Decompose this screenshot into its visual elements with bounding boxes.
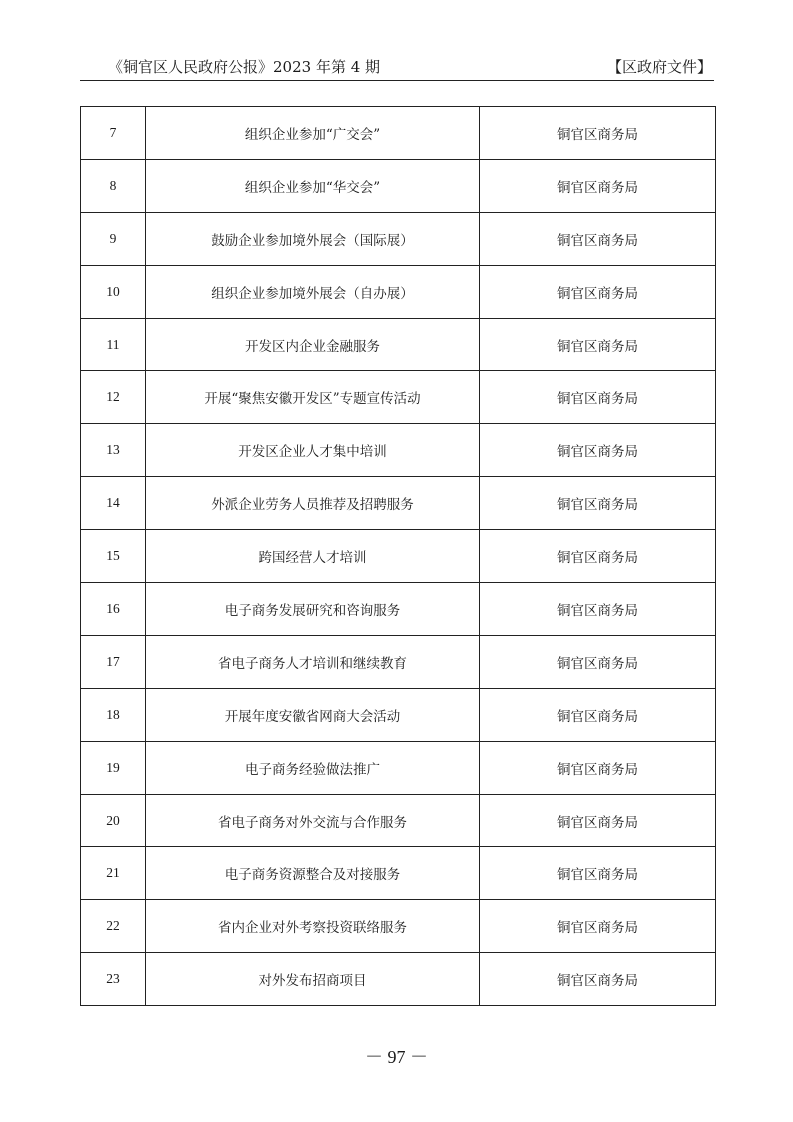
table-row xyxy=(81,900,716,953)
responsible-department: 铜官区商务局 xyxy=(480,530,716,583)
responsible-department: 铜官区商务局 xyxy=(480,847,716,900)
row-number: 15 xyxy=(81,530,146,583)
responsible-department: 铜官区商务局 xyxy=(480,107,716,160)
table-row xyxy=(81,688,716,741)
row-number: 13 xyxy=(81,424,146,477)
table-row xyxy=(81,794,716,847)
service-item: 省内企业对外考察投资联络服务 xyxy=(146,900,480,953)
table-row xyxy=(81,424,716,477)
responsible-department: 铜官区商务局 xyxy=(480,371,716,424)
table-row xyxy=(81,530,716,583)
row-number: 20 xyxy=(81,794,146,847)
service-item: 开发区企业人才集中培训 xyxy=(146,424,480,477)
table-row xyxy=(81,847,716,900)
table-row xyxy=(81,159,716,212)
table-row xyxy=(81,212,716,265)
table-row xyxy=(81,953,716,1006)
responsible-department: 铜官区商务局 xyxy=(480,900,716,953)
service-item: 跨国经营人才培训 xyxy=(146,530,480,583)
service-item: 省电子商务对外交流与合作服务 xyxy=(146,794,480,847)
service-item: 电子商务资源整合及对接服务 xyxy=(146,847,480,900)
service-item: 开发区内企业金融服务 xyxy=(146,318,480,371)
responsible-department: 铜官区商务局 xyxy=(480,318,716,371)
bulletin-title: 《铜官区人民政府公报》2023 年第 4 期 xyxy=(108,58,381,76)
responsible-department: 铜官区商务局 xyxy=(480,794,716,847)
responsible-department: 铜官区商务局 xyxy=(480,741,716,794)
service-item: 电子商务经验做法推广 xyxy=(146,741,480,794)
row-number: 9 xyxy=(81,212,146,265)
table-row xyxy=(81,477,716,530)
responsible-department: 铜官区商务局 xyxy=(480,477,716,530)
page-number: － 97 － xyxy=(365,1047,428,1067)
responsible-department: 铜官区商务局 xyxy=(480,424,716,477)
service-item: 组织企业参加境外展会（自办展） xyxy=(146,265,480,318)
row-number: 23 xyxy=(81,953,146,1006)
service-item: 鼓励企业参加境外展会（国际展） xyxy=(146,212,480,265)
row-number: 17 xyxy=(81,635,146,688)
row-number: 18 xyxy=(81,688,146,741)
table-body xyxy=(81,107,716,1006)
table-row xyxy=(81,635,716,688)
row-number: 8 xyxy=(81,159,146,212)
service-item: 外派企业劳务人员推荐及招聘服务 xyxy=(146,477,480,530)
responsible-department: 铜官区商务局 xyxy=(480,159,716,212)
section-label: 【区政府文件】 xyxy=(606,58,712,76)
table-row xyxy=(81,318,716,371)
row-number: 16 xyxy=(81,583,146,636)
responsible-department: 铜官区商务局 xyxy=(480,583,716,636)
row-number: 11 xyxy=(81,318,146,371)
service-item: 开展年度安徽省网商大会活动 xyxy=(146,688,480,741)
table-row xyxy=(81,583,716,636)
responsible-department: 铜官区商务局 xyxy=(480,212,716,265)
responsible-department: 铜官区商务局 xyxy=(480,688,716,741)
table-row xyxy=(81,741,716,794)
service-item: 省电子商务人才培训和继续教育 xyxy=(146,635,480,688)
service-item: 电子商务发展研究和咨询服务 xyxy=(146,583,480,636)
row-number: 22 xyxy=(81,900,146,953)
service-item: 组织企业参加“广交会” xyxy=(146,107,480,160)
service-table xyxy=(80,106,716,1006)
row-number: 14 xyxy=(81,477,146,530)
service-item: 对外发布招商项目 xyxy=(146,953,480,1006)
responsible-department: 铜官区商务局 xyxy=(480,635,716,688)
service-item: 开展“聚焦安徽开发区”专题宣传活动 xyxy=(146,371,480,424)
table-row xyxy=(81,265,716,318)
responsible-department: 铜官区商务局 xyxy=(480,265,716,318)
row-number: 12 xyxy=(81,371,146,424)
table-row xyxy=(81,107,716,160)
service-item: 组织企业参加“华交会” xyxy=(146,159,480,212)
row-number: 7 xyxy=(81,107,146,160)
page-header xyxy=(80,52,714,81)
row-number: 19 xyxy=(81,741,146,794)
row-number: 10 xyxy=(81,265,146,318)
row-number: 21 xyxy=(81,847,146,900)
responsible-department: 铜官区商务局 xyxy=(480,953,716,1006)
table-row xyxy=(81,371,716,424)
